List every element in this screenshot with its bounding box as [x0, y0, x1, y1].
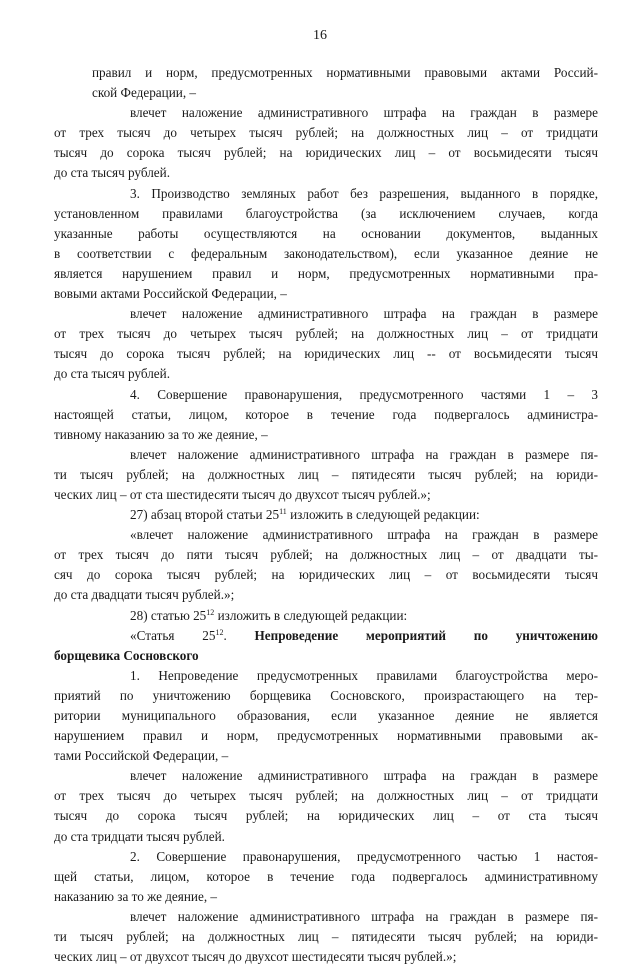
text-line: сяч до сорока тысяч рублей; на юридических лиц – от восьмидесяти тысяч — [54, 567, 598, 583]
paragraph — [54, 847, 598, 907]
text-line: ритории муниципального образования, если указанное деяние не является — [54, 708, 598, 723]
text-line: «влечет наложение административного штрафа на граждан в размере — [130, 527, 598, 543]
document-body — [54, 63, 599, 967]
text-line: ти тысяч рублей; на должностных лиц – пятидесяти тысяч рублей; на юриди- — [54, 929, 598, 945]
text-line: нарушением правил и норм, предусмотренных нормативными правовыми ак- — [54, 728, 598, 744]
paragraph — [54, 445, 598, 505]
text-line: указанные работы осуществляются на основании документов, выданных — [54, 225, 598, 241]
text-line: в соответствии с федеральным законодательством), если указанное деяние не — [54, 245, 598, 261]
paragraph — [54, 385, 598, 445]
paragraph — [54, 626, 599, 666]
text-line: до ста двадцати тысяч рублей.»; — [54, 587, 235, 603]
text-line: тивному наказанию за то же деяние, – — [54, 426, 268, 442]
text-line: 3. Производство земляных работ без разрешения, выданного в порядке, — [130, 185, 598, 201]
text-line: 1. Непроведение предусмотренных правилами благоустройства меро- — [130, 667, 598, 683]
paragraph — [54, 103, 598, 183]
paragraph — [92, 606, 598, 626]
text-line: наказанию за то же деяние, – — [54, 888, 218, 904]
article-superscript: 12 — [215, 627, 224, 637]
text-line: влечет наложение административного штрафа на граждан в размере — [130, 105, 598, 121]
text-line: от трех тысяч до четырех тысяч рублей; на должностных лиц – от тридцати — [54, 125, 598, 141]
text-line: ти тысяч рублей; на должностных лиц – пятидесяти тысяч рублей; на юриди- — [54, 466, 598, 482]
text-line: тами Российской Федерации, – — [54, 748, 229, 764]
text-line: ской Федерации, – — [92, 85, 197, 101]
article-number: «Статья 25 — [130, 627, 216, 643]
text-line: от трех тысяч до пяти тысяч рублей; на должностных лиц – от двадцати ты- — [54, 547, 598, 563]
text-line: 27) абзац второй статьи $25^{11}$ изложить в следующей редакции: — [130, 507, 480, 523]
text-line: тысяч до сорока тысяч рублей; на юридических лиц -- от восьмидесяти тысяч — [54, 346, 598, 362]
text-line: является нарушением правил и норм, предусмотренных нормативными пра- — [54, 265, 598, 281]
text-line: от трех тысяч до четырех тысяч рублей; на должностных лиц – от тридцати — [54, 788, 598, 804]
text-line: до ста тысяч рублей. — [54, 165, 171, 181]
text-line: настоящей статьи, лицом, которое в течение года подвергалось администра- — [54, 406, 598, 422]
text-line: установленном правилами благоустройства (за исключением случаев, когда — [54, 205, 598, 221]
paragraph — [92, 505, 598, 525]
text-line: влечет наложение административного штрафа на граждан в размере — [130, 768, 598, 784]
text-line: 2. Совершение правонарушения, предусмотренного частью 1 настоя- — [130, 848, 598, 864]
article-superscript: 11 — [279, 507, 287, 517]
text-line: приятий по уничтожению борщевика Сосновского, произрастающего на тер- — [54, 687, 598, 703]
text-line: 4. Совершение правонарушения, предусмотренного частями 1 – 3 — [130, 386, 598, 402]
text-line: ческих лиц – от ста шестидесяти тысяч до двухсот тысяч рублей.»; — [54, 486, 431, 502]
paragraph — [54, 666, 598, 766]
article-title-continued: борщевика Сосновского — [54, 647, 199, 663]
text-line: влечет наложение административного штрафа на граждан в размере пя- — [130, 446, 598, 462]
text-line: правил и норм, предусмотренных нормативными правовыми актами Россий- — [92, 65, 598, 80]
text-line: влечет наложение административного штрафа на граждан в размере пя- — [130, 908, 598, 924]
text-line: влечет наложение административного штрафа на граждан в размере — [130, 306, 598, 322]
article-heading-line: «Статья $25^{12}$. Непроведение мероприятий по уничтожению — [130, 627, 599, 643]
article-title: Непроведение мероприятий по уничтожению — [254, 627, 599, 643]
text-line: ческих лиц – от двухсот тысяч до двухсот шестидесяти тысяч рублей.»; — [54, 949, 457, 965]
paragraph — [92, 63, 598, 103]
text-line: щей статьи, лицом, которое в течение года подвергалось административному — [54, 868, 598, 884]
paragraph — [54, 907, 598, 967]
paragraph — [54, 304, 598, 384]
page-number: 16 — [313, 28, 327, 43]
paragraph — [54, 766, 598, 846]
paragraph — [54, 184, 598, 305]
article-superscript: 12 — [206, 607, 215, 617]
paragraph — [54, 525, 598, 605]
text-line: до ста тысяч рублей. — [54, 366, 171, 382]
text-line: тысяч до сорока тысяч рублей; на юридических лиц – от ста тысяч — [54, 808, 598, 824]
text-line: тысяч до сорока тысяч рублей; на юридических лиц – от восьмидесяти тысяч — [54, 145, 598, 161]
text-line: до ста тридцати тысяч рублей. — [54, 828, 225, 844]
text-line: от трех тысяч до четырех тысяч рублей; на должностных лиц – от тридцати — [54, 326, 598, 342]
text-line: 28) статью $25^{12}$ изложить в следующей редакции: — [130, 607, 408, 623]
text-line: вовыми актами Российской Федерации, – — [54, 286, 287, 302]
